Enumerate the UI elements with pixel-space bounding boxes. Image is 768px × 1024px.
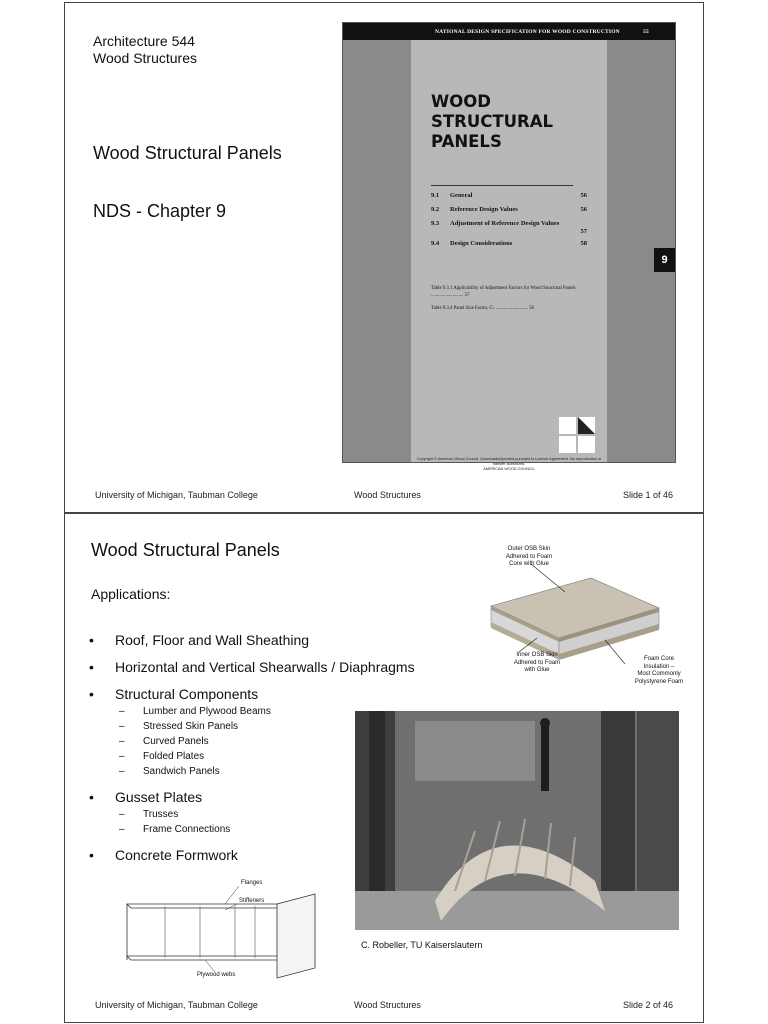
sip-label-inner: Inner OSB Skin Adhered to Foam with Glue: [513, 652, 561, 673]
cover-center-panel: [411, 40, 607, 471]
slide-subtitle: NDS - Chapter 9: [93, 201, 227, 221]
cover-header-title: NATIONAL DESIGN SPECIFICATION FOR WOOD CONSTRUCTION: [435, 29, 620, 35]
photo-caption: C. Robeller, TU Kaiserslautern: [361, 940, 483, 950]
footer-institution: University of Michigan, Taubman College: [95, 490, 258, 500]
toc-row: 9.4 Design Considerations 58: [431, 240, 587, 247]
beam-drawing-graphic: [105, 876, 321, 984]
bullet-item: • Horizontal and Vertical Shearwalls / Diaphragms: [89, 659, 415, 675]
toc-row: 9.3 Adjustment of Reference Design Values 57: [431, 220, 587, 235]
sub-bullet-item: – Stressed Skin Panels: [119, 721, 239, 732]
cover-copyright: Copyright © American Wood Council. Downloaded/printed pursuant to License Agreement. No reproduction or transfer authorized. AMERICAN WOOD COUNCIL: [416, 457, 602, 471]
cover-divider: [431, 185, 573, 186]
slide-2: [64, 513, 704, 1023]
slide-title: Wood Structural Panels: [93, 143, 282, 163]
folded-plate-lab-photo: [355, 711, 679, 930]
cover-header-bar: [343, 23, 675, 40]
chapter-tab: 9: [654, 248, 675, 272]
cover-big-title: WOOD STRUCTURAL PANELS: [431, 92, 553, 151]
book-cover-image: [342, 22, 676, 471]
bullet-item: • Gusset Plates: [89, 789, 203, 805]
awc-logo-icon: [558, 416, 596, 454]
beam-label-stiffeners: Stiffeners: [239, 898, 265, 904]
bullet-item: • Roof, Floor and Wall Sheathing: [89, 632, 310, 648]
sub-bullet-item: – Sandwich Panels: [119, 766, 220, 777]
bullet-item: • Structural Components: [89, 686, 259, 702]
plywood-beam-drawing: [105, 876, 321, 984]
cover-tables-list: Table 9.3.1 Applicability of Adjustment Factors for Wood Structural Panels ........................... 57 Table 9.3.4 Panel Size Factor, Cₛ ........................... 58: [431, 286, 576, 311]
lab-photo-graphic: [355, 711, 679, 930]
footer-course: Wood Structures: [354, 1000, 421, 1010]
applications-heading: Applications:: [91, 586, 171, 602]
toc-row: 9.2 Reference Design Values 56: [431, 206, 587, 213]
bullet-item: • Concrete Formwork: [89, 847, 238, 863]
slide-title: Wood Structural Panels: [91, 540, 280, 560]
sub-bullet-item: – Lumber and Plywood Beams: [119, 706, 271, 717]
footer-institution: University of Michigan, Taubman College: [95, 1000, 258, 1010]
beam-label-webs: Plywood webs: [197, 972, 236, 978]
cover-header-page: 55: [643, 29, 649, 35]
sip-label-outer: Outer OSB Skin Adhered to Foam Core with Glue: [505, 546, 553, 567]
footer-course: Wood Structures: [354, 490, 421, 500]
sub-bullet-item: – Trusses: [119, 809, 179, 820]
beam-label-flanges: Flanges: [241, 880, 263, 886]
sip-panel-illustration: [415, 534, 695, 704]
course-name: Architecture 544 Wood Structures: [93, 33, 198, 66]
sip-label-core: Foam Core Insulation – Most Commonly Polystyrene Foam: [634, 656, 684, 685]
sub-bullet-item: – Curved Panels: [119, 736, 209, 747]
toc-row: 9.1 General 56: [431, 192, 587, 199]
sub-bullet-item: – Folded Plates: [119, 751, 205, 762]
footer-slide-number: Slide 1 of 46: [622, 490, 673, 500]
slide-1: [64, 2, 704, 513]
footer-slide-number: Slide 2 of 46: [622, 1000, 673, 1010]
cover-table-of-contents: [431, 192, 587, 254]
sub-bullet-item: – Frame Connections: [119, 824, 231, 835]
